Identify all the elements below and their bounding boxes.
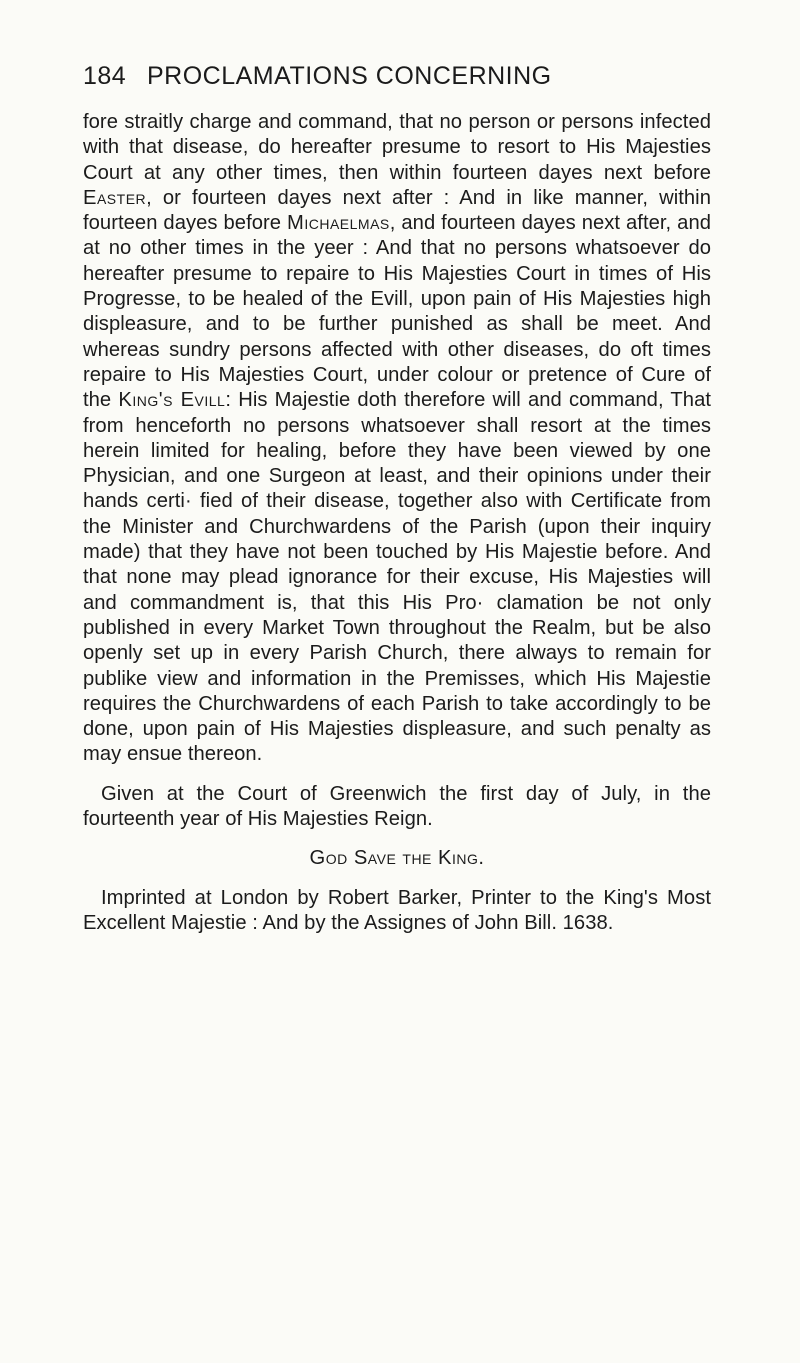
easter-smallcaps: Easter — [83, 186, 147, 209]
running-head — [83, 62, 711, 102]
given-at-paragraph: Given at the Court of Greenwich the first day of July, in the fourteenth year of His Majesties Reign. — [83, 782, 711, 831]
closing-line: God Save the King. — [309, 847, 485, 870]
kings-evill-smallcaps: King's Evill — [118, 389, 226, 412]
running-title: PROCLAMATIONS CONCERNING — [147, 62, 552, 90]
proclamation-paragraph — [83, 110, 711, 768]
imprint-paragraph: Imprinted at London by Robert Barker, Printer to the King's Most Excellent Majestie : And by the Assignes of John Bill. 1638. — [83, 886, 711, 934]
text-segment: fore straitly charge and command, that no person or persons infected with that disease, do hereafter presume to resort to His Majesties Court at any other times, then within fourteen dayes next before — [83, 111, 711, 184]
text-segment: , or fourteen dayes next after : And in like manner, within fourteen dayes before — [83, 186, 711, 235]
michaelmas-smallcaps: Michaelmas — [287, 212, 390, 235]
text-segment: : His Majestie doth therefore will and command, That from henceforth no persons whatsoever shall resort at the times herein limited for healing, before they have been viewed by one Physician, and one Surgeon at least, and their opinions under their hands certi· fied of their disease, together also with Certificate from the Minister and Churchwardens of the Parish (upon their inquiry made) that they have not been touched by His Majestie before. And that none may plead ignorance for their excuse, His Majesties will and commandment is, that this His Pro· clamation be not only published in every Market Town throughout the Realm, but be also openly set up in every Parish Church, there always to remain for publike view and information in the Premisses, which His Majestie requires the Churchwardens of each Parish to take accordingly to be done, upon pain of His Majesties displeasure, and such penalty as may ensue thereon. — [83, 389, 712, 766]
page-number: 184 — [83, 62, 127, 90]
text-segment: , and fourteen dayes next after, and at no other times in the yeer : And that no persons whatsoever do hereafter presume to repaire to His Majesties Court in times of His Progresse, to be healed of the Evill, upon pain of His Majesties high displeasure, and to be further punished as shall be meet. And whereas sundry persons affected with other diseases, do oft times repaire to His Majesties Court, under colour or pretence of Cure of the — [83, 212, 711, 412]
book-page — [83, 62, 711, 936]
